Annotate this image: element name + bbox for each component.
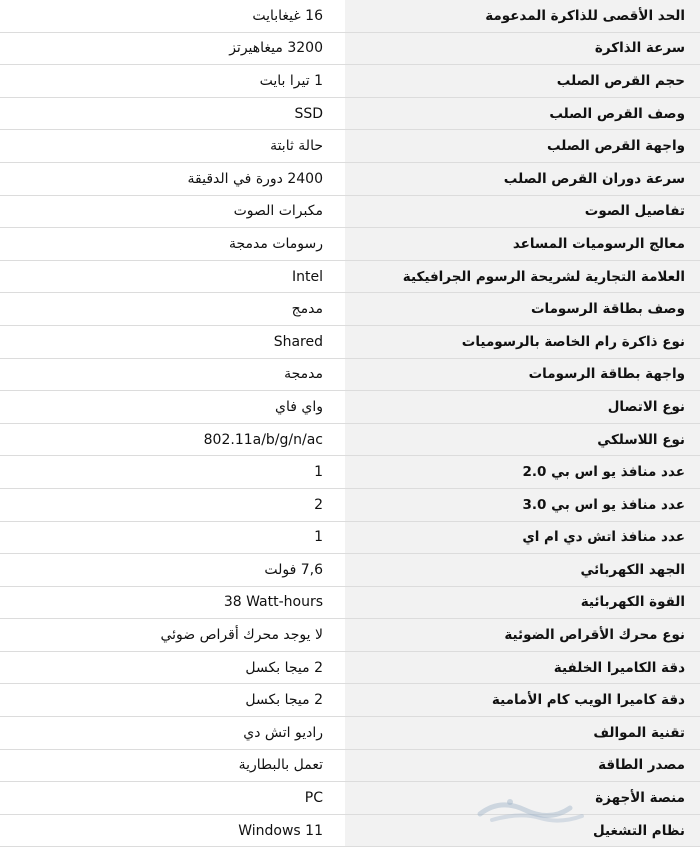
spec-label: نوع اللاسلكي xyxy=(345,424,700,456)
spec-value: Shared xyxy=(0,326,345,358)
spec-label: عدد منافذ يو اس بي 3.0 xyxy=(345,489,700,521)
spec-value: 3200 ميغاهيرتز xyxy=(0,33,345,65)
spec-label: سرعة الذاكرة xyxy=(345,33,700,65)
spec-row xyxy=(0,815,700,847)
spec-value: حالة ثابتة xyxy=(0,130,345,162)
spec-row xyxy=(0,424,700,457)
spec-row xyxy=(0,489,700,522)
spec-row xyxy=(0,196,700,229)
spec-label: العلامة التجارية لشريحة الرسوم الجرافيكية xyxy=(345,261,700,293)
spec-label: عدد منافذ يو اس بي 2.0 xyxy=(345,456,700,488)
spec-label: معالج الرسوميات المساعد xyxy=(345,228,700,260)
spec-row xyxy=(0,587,700,620)
spec-value: مكبرات الصوت xyxy=(0,196,345,228)
spec-label: سرعة دوران القرص الصلب xyxy=(345,163,700,195)
spec-label: واجهة القرص الصلب xyxy=(345,130,700,162)
spec-value: 1 xyxy=(0,456,345,488)
spec-value: 802.11a/b/g/n/ac xyxy=(0,424,345,456)
spec-label: وصف بطاقة الرسومات xyxy=(345,293,700,325)
spec-row xyxy=(0,228,700,261)
spec-row xyxy=(0,619,700,652)
spec-label: القوة الكهربائية xyxy=(345,587,700,619)
spec-row xyxy=(0,522,700,555)
spec-value: مدمجة xyxy=(0,359,345,391)
spec-row xyxy=(0,554,700,587)
spec-label: واجهة بطاقة الرسومات xyxy=(345,359,700,391)
spec-value: راديو اتش دي xyxy=(0,717,345,749)
spec-value: رسومات مدمجة xyxy=(0,228,345,260)
spec-label: منصة الأجهزة xyxy=(345,782,700,814)
spec-label: مصدر الطاقة xyxy=(345,750,700,782)
spec-label: تقنية الموالف xyxy=(345,717,700,749)
spec-value: 1 xyxy=(0,522,345,554)
spec-label: دقة كاميرا الويب كام الأمامية xyxy=(345,684,700,716)
spec-label: نوع ذاكرة رام الخاصة بالرسوميات xyxy=(345,326,700,358)
spec-row xyxy=(0,98,700,131)
spec-row xyxy=(0,684,700,717)
spec-label: تفاصيل الصوت xyxy=(345,196,700,228)
spec-label: دقة الكاميرا الخلفية xyxy=(345,652,700,684)
spec-row xyxy=(0,652,700,685)
spec-row xyxy=(0,750,700,783)
spec-value: 2400 دورة في الدقيقة xyxy=(0,163,345,195)
spec-row xyxy=(0,163,700,196)
spec-row xyxy=(0,33,700,66)
spec-row xyxy=(0,65,700,98)
spec-label: الحد الأقصى للذاكرة المدعومة xyxy=(345,0,700,32)
spec-label: عدد منافذ اتش دي ام اي xyxy=(345,522,700,554)
spec-row xyxy=(0,293,700,326)
spec-value: 2 xyxy=(0,489,345,521)
spec-label: حجم القرص الصلب xyxy=(345,65,700,97)
spec-row xyxy=(0,261,700,294)
spec-row xyxy=(0,326,700,359)
spec-value: SSD xyxy=(0,98,345,130)
spec-label: نوع محرك الأقراص الضوئية xyxy=(345,619,700,651)
spec-label: الجهد الكهربائي xyxy=(345,554,700,586)
spec-row xyxy=(0,717,700,750)
spec-value: 16 غيغابايت xyxy=(0,0,345,32)
spec-value: 1 تيرا بايت xyxy=(0,65,345,97)
spec-row xyxy=(0,0,700,33)
spec-value: PC xyxy=(0,782,345,814)
spec-value: تعمل بالبطارية xyxy=(0,750,345,782)
spec-value: لا يوجد محرك أقراص ضوئي xyxy=(0,619,345,651)
spec-value: مدمج xyxy=(0,293,345,325)
spec-value: 38 Watt-hours xyxy=(0,587,345,619)
spec-value: 7,6 فولت xyxy=(0,554,345,586)
spec-row xyxy=(0,782,700,815)
spec-value: Windows 11 xyxy=(0,815,345,847)
spec-label: نظام التشغيل xyxy=(345,815,700,847)
spec-value: 2 ميجا بكسل xyxy=(0,652,345,684)
spec-row xyxy=(0,359,700,392)
spec-row xyxy=(0,391,700,424)
spec-value: Intel xyxy=(0,261,345,293)
spec-row xyxy=(0,456,700,489)
spec-row xyxy=(0,130,700,163)
spec-value: واي فاي xyxy=(0,391,345,423)
spec-label: وصف القرص الصلب xyxy=(345,98,700,130)
spec-value: 2 ميجا بكسل xyxy=(0,684,345,716)
spec-label: نوع الاتصال xyxy=(345,391,700,423)
